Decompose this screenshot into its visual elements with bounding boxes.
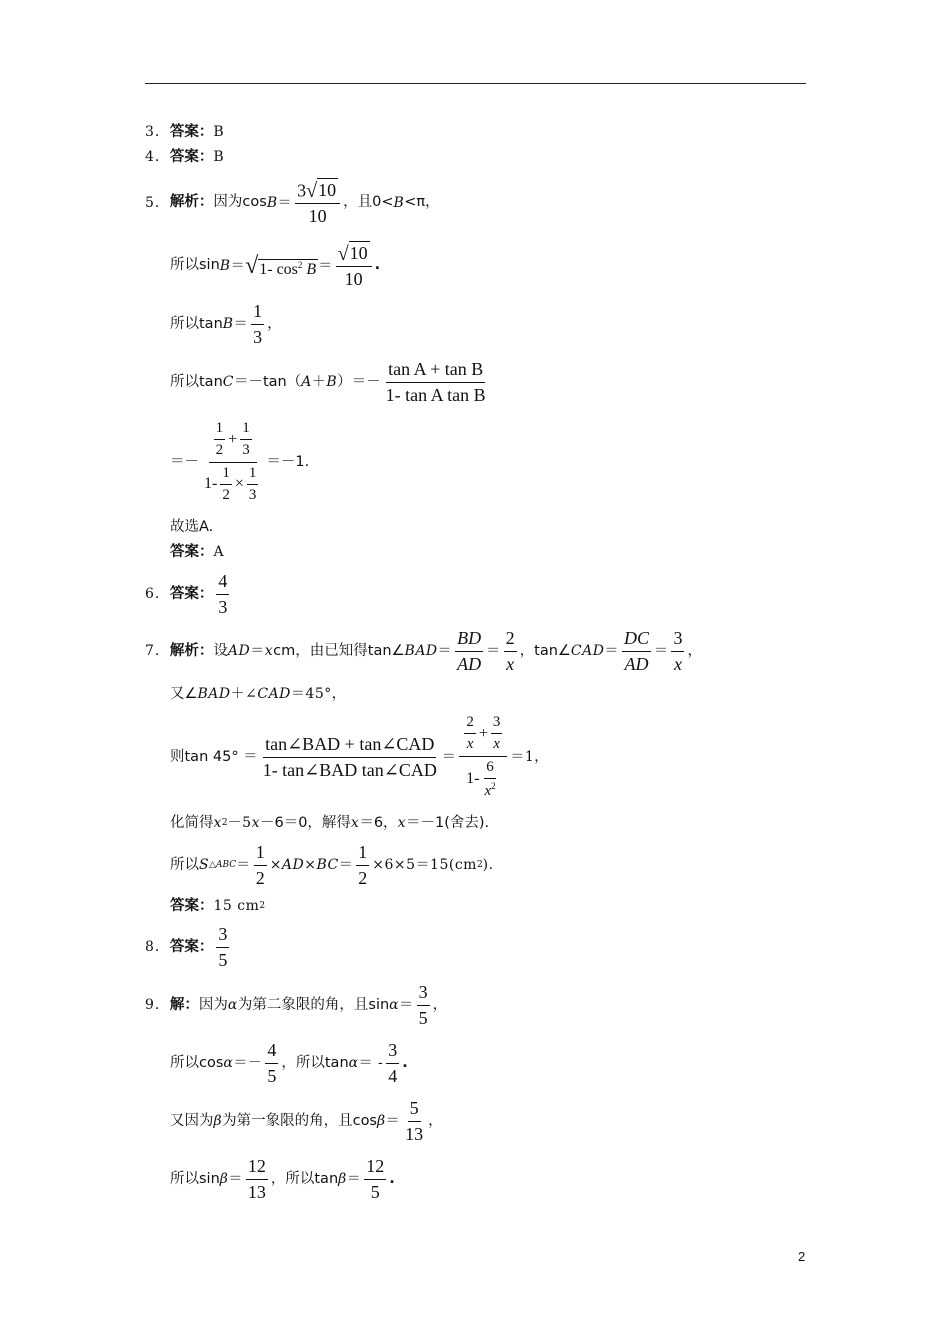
equals: ＝ — [318, 257, 333, 274]
text: 因为 — [198, 996, 228, 1013]
fraction — [482, 759, 497, 801]
text: ＝6， — [359, 815, 398, 831]
solution-9-line-1 — [145, 982, 447, 1028]
denominator: AD — [457, 653, 482, 674]
equals: ＝ — [346, 1171, 362, 1188]
solution-5-line-4 — [170, 359, 491, 405]
coefficient: 3 — [297, 180, 307, 201]
var: B — [302, 260, 317, 278]
sqrt — [306, 178, 338, 201]
answer-text: 15 cm — [213, 898, 260, 915]
text: ，所以tan — [281, 1054, 349, 1071]
text: 化简得 — [170, 815, 214, 831]
var: α — [223, 1055, 234, 1072]
fraction — [464, 714, 476, 754]
numerator: 1 — [220, 465, 232, 485]
equals: ＝ — [236, 857, 251, 874]
solution-7-line-3 — [170, 714, 549, 800]
denominator: 5 — [218, 949, 228, 970]
item-number: 8． — [145, 939, 170, 956]
plus: + — [478, 724, 488, 742]
denominator: 5 — [267, 1065, 277, 1086]
text: 所以sin — [170, 257, 220, 274]
numerator — [459, 714, 507, 757]
denominator — [482, 779, 497, 800]
times: × — [234, 475, 244, 493]
radicand: 10 — [318, 180, 337, 200]
text: 所以 — [170, 856, 199, 873]
numerator — [209, 420, 257, 463]
item-number: 7． — [145, 643, 170, 660]
text: <π， — [404, 194, 440, 211]
var: α — [389, 997, 400, 1014]
text: ＝－1(舍去). — [405, 815, 490, 831]
denominator: 4 — [388, 1065, 398, 1086]
fraction — [254, 842, 267, 888]
numerator: 1 — [254, 842, 267, 866]
text: 设 — [213, 642, 228, 659]
text: 因为cos — [213, 194, 267, 211]
sqrt — [245, 254, 318, 278]
denominator: 2 — [255, 867, 265, 888]
fraction — [504, 628, 517, 674]
equals: ＝ — [338, 857, 354, 874]
fraction — [403, 1098, 425, 1144]
var: C — [222, 374, 234, 391]
fraction — [216, 571, 229, 617]
var: CAD — [257, 686, 291, 703]
denominator: AD — [624, 653, 649, 674]
numerator: 3 — [386, 1040, 399, 1064]
fraction — [491, 714, 503, 754]
text: 所以tan — [170, 373, 223, 390]
denominator: 1- tan∠BAD tan∠CAD — [262, 759, 437, 780]
var: α — [348, 1055, 359, 1072]
equals: ＝ - — [358, 1055, 384, 1072]
denominator: 10 — [344, 269, 363, 290]
numerator — [336, 241, 372, 267]
answer-6 — [145, 571, 232, 617]
radicand-text: 1- cos — [259, 260, 298, 278]
fraction — [356, 842, 369, 888]
fraction — [336, 241, 372, 290]
denominator: x — [673, 653, 682, 674]
text: cm，由已知得tan∠ — [273, 642, 405, 659]
text: ＝－ — [170, 453, 199, 470]
text: 所以sin — [170, 1170, 220, 1187]
page-number: 2 — [798, 1249, 806, 1264]
var: A — [301, 374, 312, 391]
var: x — [350, 815, 360, 832]
fraction — [417, 982, 430, 1028]
denominator: 2 — [215, 442, 224, 459]
denominator: 13 — [247, 1181, 266, 1202]
text: ＝45°， — [290, 686, 347, 703]
denominator: 3 — [253, 326, 263, 347]
answer-text: A — [213, 544, 225, 561]
text: －6＝0，解得 — [259, 815, 351, 831]
answer-7 — [170, 899, 265, 914]
denominator: 3 — [218, 596, 228, 617]
answer-4 — [145, 150, 224, 165]
equals: ＝ — [437, 643, 453, 660]
var: β — [338, 1171, 347, 1188]
numerator: BD — [455, 628, 483, 652]
var: B — [393, 194, 405, 211]
radicand: 10 — [349, 243, 368, 263]
exponent: 2 — [476, 859, 483, 870]
answer-label: 答案： — [170, 898, 214, 914]
equals: ＝ — [250, 643, 265, 660]
text: ＝1， — [510, 749, 549, 765]
var: CAD — [570, 643, 605, 660]
solution-7-line-2 — [170, 687, 346, 702]
equals: ＝ — [230, 257, 246, 274]
text: ，tan∠ — [519, 642, 571, 659]
fraction — [622, 628, 651, 674]
solution-5-line-5 — [170, 420, 309, 504]
denominator: 13 — [405, 1123, 424, 1144]
fraction — [220, 465, 232, 505]
radical-sign: √ — [337, 242, 349, 265]
fraction — [265, 1040, 278, 1086]
solution-7-line-5 — [170, 842, 494, 888]
subscript: △ABC — [209, 859, 237, 870]
analysis-label: 解析： — [169, 642, 214, 659]
denominator: 2 — [222, 486, 230, 503]
text: ）＝－ — [337, 373, 381, 390]
var: S — [199, 857, 210, 874]
fraction — [216, 924, 229, 970]
text: 又因为 — [170, 1112, 214, 1129]
numerator: tan∠BAD + tan∠CAD — [263, 734, 436, 758]
equals: ＝ — [233, 316, 249, 333]
denominator: 1- tan A tan B — [385, 384, 486, 405]
text: 为第一象限的角，且cos — [222, 1112, 377, 1129]
var: x — [397, 815, 406, 832]
solution-9-line-2 — [170, 1040, 408, 1086]
analysis-label: 解析： — [169, 194, 214, 211]
item-number: 4． — [145, 149, 170, 166]
one-minus: 1- — [204, 475, 218, 493]
text: ＝－tan（ — [233, 373, 302, 390]
var: AD — [281, 857, 305, 874]
fraction — [240, 420, 252, 460]
text: ，且0< — [343, 194, 394, 211]
numerator: 5 — [408, 1098, 421, 1122]
numerator: 3 — [216, 924, 229, 948]
fraction — [364, 1156, 386, 1202]
equals: ＝ — [441, 749, 457, 765]
var: β — [377, 1113, 386, 1130]
text: ， — [428, 1112, 443, 1129]
solution-5-line-2 — [170, 241, 380, 290]
solution-7-line-1 — [145, 628, 702, 674]
period: . — [374, 257, 381, 274]
answer-label: 答案： — [169, 124, 214, 140]
text: ， — [432, 996, 448, 1013]
denominator: 5 — [418, 1007, 428, 1028]
solution-5-line-3 — [170, 301, 282, 347]
denominator — [464, 757, 503, 801]
numerator: 12 — [364, 1156, 386, 1180]
var: BC — [316, 857, 339, 874]
numerator: DC — [622, 628, 651, 652]
denominator — [202, 463, 263, 505]
solution-7-line-4 — [170, 816, 489, 831]
answer-8 — [145, 924, 232, 970]
denominator: x — [466, 736, 474, 753]
fraction — [251, 301, 264, 347]
numerator: 2 — [464, 714, 476, 734]
text: 又∠ — [170, 686, 198, 702]
denominator: 3 — [248, 486, 257, 503]
radical-sign: √ — [245, 252, 259, 279]
numerator: 1 — [240, 420, 252, 440]
equals: ＝ — [385, 1113, 401, 1130]
solution-5-conclusion — [170, 520, 213, 535]
fraction — [214, 420, 226, 460]
var: B — [222, 316, 234, 333]
numerator: 2 — [504, 628, 517, 652]
answer-label: 答案： — [169, 938, 214, 955]
denominator: x — [493, 736, 500, 753]
text: 故选A. — [170, 519, 214, 535]
var: x — [264, 643, 274, 660]
var: β — [213, 1113, 223, 1130]
denominator: 10 — [308, 206, 327, 227]
numerator: 1 — [214, 420, 226, 440]
fraction — [386, 1040, 399, 1086]
answer-text: B — [213, 149, 225, 166]
radical-sign: √ — [306, 179, 318, 202]
fraction — [295, 178, 340, 227]
var: x — [484, 782, 492, 799]
text: ＝－1. — [266, 453, 310, 470]
var: BAD — [404, 643, 438, 660]
numerator: tan A + tan B — [386, 359, 485, 383]
answer-5 — [170, 545, 224, 560]
sqrt — [338, 241, 370, 264]
text: 则tan 45° ＝ — [170, 748, 258, 765]
var: β — [219, 1171, 229, 1188]
numerator: 1 — [251, 301, 264, 325]
times: × — [304, 857, 317, 874]
text: ， — [687, 642, 702, 659]
equals: ＝ — [604, 643, 619, 660]
solution-9-line-4 — [170, 1156, 395, 1202]
fraction — [247, 465, 259, 505]
denominator: x — [506, 653, 515, 674]
numerator: 4 — [265, 1040, 278, 1064]
numerator: 12 — [246, 1156, 268, 1180]
text: ×6×5＝15(cm — [372, 857, 477, 874]
times: × — [269, 857, 282, 874]
fraction — [246, 1156, 268, 1202]
exponent: 2 — [221, 817, 228, 828]
text: ＋∠ — [230, 686, 258, 703]
var: B — [266, 194, 278, 211]
equals: ＝ — [653, 643, 669, 660]
fraction — [384, 359, 488, 405]
denominator: 5 — [370, 1181, 380, 1202]
numerator: 3 — [417, 982, 430, 1006]
var: BAD — [197, 686, 231, 703]
text: －5 — [227, 815, 252, 832]
numerator: 3 — [491, 714, 503, 734]
exponent: 2 — [491, 780, 496, 791]
exponent: 2 — [259, 900, 266, 911]
numerator: 6 — [484, 759, 496, 779]
text: ， — [267, 315, 282, 332]
solution-5-line-1 — [145, 178, 440, 227]
item-number: 9． — [145, 997, 170, 1014]
compound-fraction — [459, 714, 507, 800]
denominator: 3 — [242, 442, 250, 459]
item-number: 3． — [145, 124, 170, 141]
plus: + — [228, 430, 238, 448]
plus: ＋ — [311, 374, 327, 391]
numerator: 3 — [671, 628, 684, 652]
var: B — [219, 257, 231, 274]
header-rule — [145, 83, 806, 84]
var: x — [213, 815, 222, 832]
item-number: 5． — [145, 194, 170, 211]
item-number: 6． — [145, 586, 170, 603]
equals: ＝ — [228, 1171, 243, 1188]
text: 所以tan — [170, 315, 223, 332]
var: α — [227, 997, 238, 1014]
var: B — [326, 374, 338, 391]
fraction — [261, 734, 439, 780]
equals: ＝ — [277, 194, 293, 211]
denominator: 2 — [358, 867, 368, 888]
text: ，所以tan — [270, 1170, 339, 1187]
text: 所以cos — [170, 1054, 224, 1071]
solution-9-line-3 — [170, 1098, 443, 1144]
compound-fraction — [202, 420, 263, 504]
var: AD — [227, 643, 251, 660]
equals: ＝ — [486, 643, 501, 660]
answer-label: 答案： — [170, 544, 214, 560]
equals: ＝－ — [233, 1055, 263, 1072]
fraction — [671, 628, 684, 674]
period: . — [402, 1054, 408, 1071]
answer-label: 答案： — [169, 149, 214, 165]
text: ). — [482, 857, 494, 874]
exponent: 2 — [297, 259, 303, 270]
numerator: 1 — [247, 465, 259, 485]
period: . — [389, 1170, 395, 1187]
one-minus: 1- — [466, 770, 480, 788]
answer-label: 答案： — [169, 585, 214, 602]
numerator: 1 — [356, 842, 369, 866]
numerator — [295, 178, 340, 204]
fraction — [455, 628, 483, 674]
radicand — [258, 259, 318, 278]
text: 为第二象限的角，且sin — [237, 996, 390, 1013]
equals: ＝ — [399, 997, 414, 1014]
answer-text: B — [213, 124, 225, 141]
solution-label: 解： — [169, 996, 199, 1013]
numerator: 4 — [216, 571, 229, 595]
var: x — [251, 815, 260, 832]
answer-3 — [145, 125, 224, 140]
